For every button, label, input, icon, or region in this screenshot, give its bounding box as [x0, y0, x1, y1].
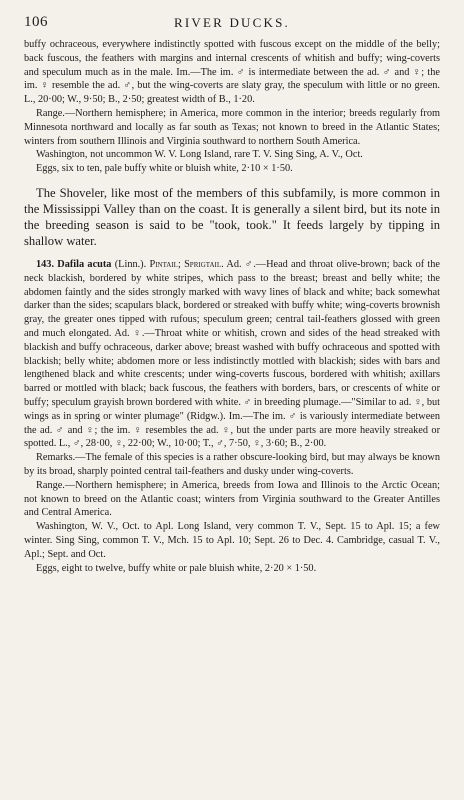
- remarks-paragraph: Remarks.—The female of this species is a rather obscure-looking bird, but may always be known by its broad, sharply pointed central tail-feathers and dusky under wing-coverts.: [24, 452, 440, 477]
- species-number: 143.: [36, 258, 55, 270]
- page-number: 106: [24, 14, 48, 30]
- species-entry: [24, 258, 440, 451]
- species-description: Ad. ♂.—Head and throat olive-brown; back of the neck blackish, bordered by white stripes, which pass to the breast; breast and belly white; the abdomen faintly and the sides strongly marked with wavy lines of black and white; back somewhat darker than the sides; scapulars black, bordered or streaked with buffy white; wing-coverts brownish gray, the greater ones tipped with rufous; speculum green; central tail-feathers glossed with green and much elongated. Ad. ♀.—Throat white or whitish, crown and sides of the head streaked with blackish and buffy ochraceous, darker above; breast washed with buffy ochraceous and spotted with blackish; belly white; abdomen more or less indistinctly mottled with blackish; sides with bars and lengthened black and white crescents; under wing-coverts fuscous, bordered with whitish; axillars barred or mottled with black; back fuscous, the feathers with borders, bars, or crescents of white or buffy; speculum grayish brown bordered with white. ♂ in breeding plumage.—"Similar to ad. ♀, but wings as in spring or winter plumage" (Ridgw.). Im.—The im. ♂ is variously intermediate between the ad. ♂ and ♀; the im. ♀ resembles the ad. ♀, but the under parts are more heavily streaked or spotted. L., ♂, 28·00, ♀, 22·00; W., 10·00; T., ♂, 7·50, ♀, 3·60; B., 2·00.: [24, 258, 441, 450]
- species-latin-name: Dafila acuta: [57, 258, 112, 270]
- page-header: [24, 14, 440, 38]
- species-local-paragraph: Washington, W. V., Oct. to Apl. Long Island, very common T. V., Sept. 15 to Apl. 15; a few winter. Sing Sing, common T. V., Mch. 15 to Apl. 10; Sept. 26 to Dec. 4. Cambridge, casual T. V., Apl.; Sept. and Oct.: [24, 521, 440, 560]
- eggs-paragraph: Eggs, six to ten, pale buffy white or bluish white, 2·10 × 1·50.: [36, 163, 293, 175]
- female-description-continued: buffy ochraceous, everywhere indistinctly spotted with fuscous except on the middle of the belly; back fuscous, the feathers with margins and internal crescents of whitish and buffy; wing-coverts and speculum much as in the male. Im.—The im. ♂ is intermediate between the ad. ♂ and ♀; the im. ♀ resemble the ad. ♂, but the wing-coverts are slaty gray, the speculum with little or no green. L., 20·00; W., 9·50; B., 2·50; greatest width of B., 1·20.: [24, 39, 440, 106]
- running-title: RIVER DUCKS.: [174, 15, 290, 30]
- species-eggs-paragraph: Eggs, eight to twelve, buffy white or pale bluish white, 2·20 × 1·50.: [36, 562, 317, 574]
- species-authority: (Linn.).: [114, 258, 147, 270]
- species-range-paragraph: Range.—Northern hemisphere; in America, breeds from Iowa and Illinois to the Arctic Ocean; not known to breed on the Atlantic coast; winters from Virginia southward to the Greater Antilles and Central America.: [24, 479, 440, 519]
- range-paragraph: Range.—Northern hemisphere; in America, more common in the interior; breeds regularly from Minnesota northward and locally as far south as Texas; not known to breed in the Atlantic States; winters from southern Illinois and Virginia southward to northern South America.: [24, 107, 440, 147]
- local-records-paragraph: Washington, not uncommon W. V. Long Island, rare T. V. Sing Sing, A. V., Oct.: [36, 149, 363, 161]
- species-common-name: Pintail; Sprigtail.: [149, 258, 224, 270]
- shoveler-paragraph: The Shoveler, like most of the members of this subfamily, is more common in the Mississippi Valley than on the coast. It is generally a silent bird, but its note in the breeding season is said to be "took, took." It feeds largely by tipping in shallow water.: [24, 185, 440, 248]
